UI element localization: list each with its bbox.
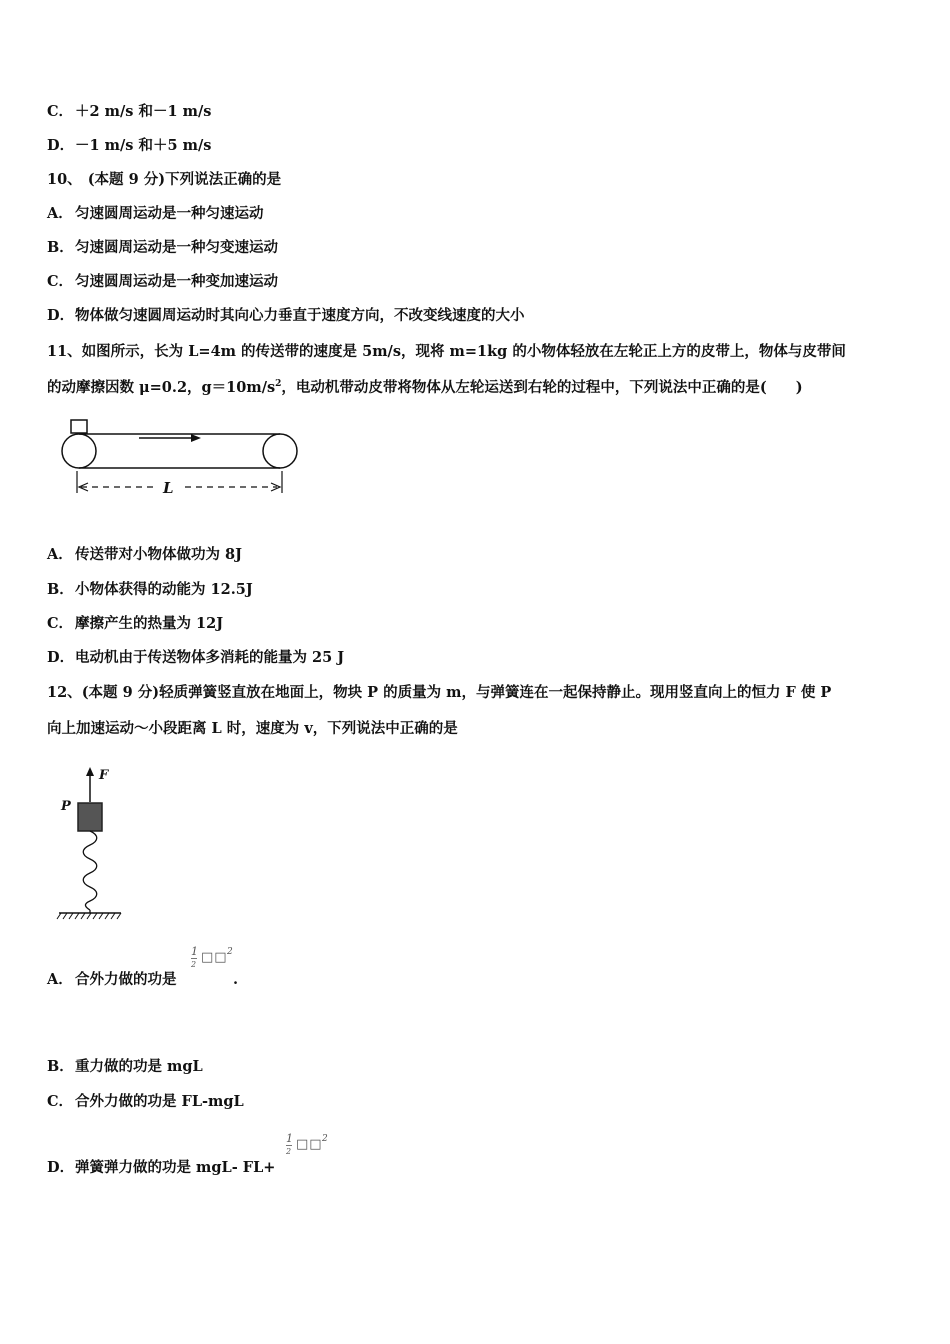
- option-text: 摩擦产生的热量为 12J: [75, 615, 224, 632]
- option-text: 合外力做的功是 FL-mgL: [75, 1093, 244, 1110]
- left-wheel: [62, 434, 96, 468]
- q12-option-a: [47, 970, 177, 990]
- option-label: D．: [47, 1159, 75, 1176]
- q12-stem-line2: [47, 719, 458, 739]
- option-label: C．: [47, 273, 74, 290]
- option-label: C．: [47, 103, 74, 120]
- option-a-suffix: .: [233, 971, 239, 988]
- question-stem: 如图所示，长为 L=4m 的传送带的速度是 5m/s，现将 m=1kg 的小物体轻放在左轮正上方的皮带上，物体与皮带间: [81, 343, 846, 360]
- option-text: 弹簧弹力做的功是 mgL- FL+: [75, 1159, 276, 1176]
- velocity-arrowhead: [191, 434, 201, 442]
- small-object: [71, 420, 87, 433]
- question-number: 10、: [47, 171, 82, 188]
- option-label: A．: [47, 971, 73, 988]
- spring: [83, 831, 97, 910]
- option-text: －1 m/s 和＋5 m/s: [75, 137, 212, 154]
- q11-stem-line1: [47, 342, 846, 362]
- q12-option-b: [47, 1057, 203, 1077]
- q10-option-d: [47, 306, 525, 326]
- length-label: L: [163, 479, 174, 497]
- q9-option-d: [47, 136, 211, 156]
- q12-option-d: [47, 1158, 275, 1178]
- q9-option-c: [47, 102, 211, 122]
- q11-option-a: [47, 545, 242, 565]
- option-label: D．: [47, 649, 75, 666]
- option-text: 匀速圆周运动是一种匀变速运动: [75, 239, 278, 256]
- fraction-denominator: 2: [286, 1147, 292, 1156]
- q10-option-a: [47, 204, 264, 224]
- right-wheel: [263, 434, 297, 468]
- fraction-numerator: 1: [191, 945, 198, 958]
- option-label: B．: [47, 581, 74, 598]
- formula-exponent: 2: [322, 1134, 328, 1144]
- q11-option-b: [47, 580, 253, 600]
- fraction-denominator: 2: [191, 960, 197, 969]
- option-text: 重力做的功是 mgL: [75, 1058, 203, 1075]
- conveyor-belt-figure: [55, 415, 305, 500]
- formula-exponent: 2: [227, 947, 233, 957]
- question-stem: 向上加速运动～小段距离 L 时，速度为 v，下列说法中正确的是: [47, 720, 458, 737]
- option-label: C．: [47, 615, 74, 632]
- stem-text: 的动摩擦因数 μ=0.2，g＝10m/s: [47, 379, 276, 396]
- block-label: P: [61, 799, 71, 814]
- superscript: 2: [275, 379, 282, 390]
- option-text: 匀速圆周运动是一种匀速运动: [75, 205, 264, 222]
- q10-option-b: [47, 238, 278, 258]
- force-arrowhead: [86, 767, 94, 776]
- question-number: 11、: [47, 343, 82, 360]
- question-stem: (本题 9 分)下列说法正确的是: [87, 171, 282, 188]
- option-text: 电动机由于传送物体多消耗的能量为 25 J: [75, 649, 345, 666]
- force-label: F: [99, 768, 109, 783]
- q10-option-c: [47, 272, 278, 292]
- option-text: 传送带对小物体做功为 8J: [75, 546, 242, 563]
- formula-placeholder-glyphs: □□: [296, 1137, 323, 1152]
- question-number: 12、: [47, 684, 82, 701]
- q12-stem-line1: [47, 683, 831, 703]
- option-label: A．: [47, 205, 73, 222]
- q11-stem-line2: [47, 378, 803, 398]
- fraction-numerator: 1: [286, 1132, 293, 1145]
- option-text: 匀速圆周运动是一种变加速运动: [75, 273, 278, 290]
- ground-hatching: [57, 913, 121, 919]
- q11-option-d: [47, 648, 344, 668]
- stem-text: ，电动机带动皮带将物体从左轮运送到右轮的过程中，下列说法中正确的是( ): [281, 379, 803, 396]
- spring-block-figure: [55, 765, 130, 925]
- q11-option-c: [47, 614, 223, 634]
- option-label: C．: [47, 1093, 74, 1110]
- option-text: 物体做匀速圆周运动时其向心力垂直于速度方向，不改变线速度的大小: [75, 307, 525, 324]
- option-text: 小物体获得的动能为 12.5J: [75, 581, 253, 598]
- option-text: 合外力做的功是: [75, 971, 177, 988]
- q10-stem: [47, 170, 281, 190]
- option-label: A．: [47, 546, 73, 563]
- formula-placeholder-glyphs: □□: [201, 950, 228, 965]
- option-label: B．: [47, 1058, 74, 1075]
- question-stem: (本题 9 分)轻质弹簧竖直放在地面上，物块 P 的质量为 m，与弹簧连在一起保持静止。现用竖直向上的恒力 F 使 P: [81, 684, 832, 701]
- option-label: D．: [47, 307, 75, 324]
- q12-option-c: [47, 1092, 244, 1112]
- option-label: D．: [47, 137, 75, 154]
- option-label: B．: [47, 239, 74, 256]
- block-p: [78, 803, 102, 831]
- formula-half-mv-squared-d: [286, 1133, 336, 1163]
- option-text: ＋2 m/s 和－1 m/s: [75, 103, 212, 120]
